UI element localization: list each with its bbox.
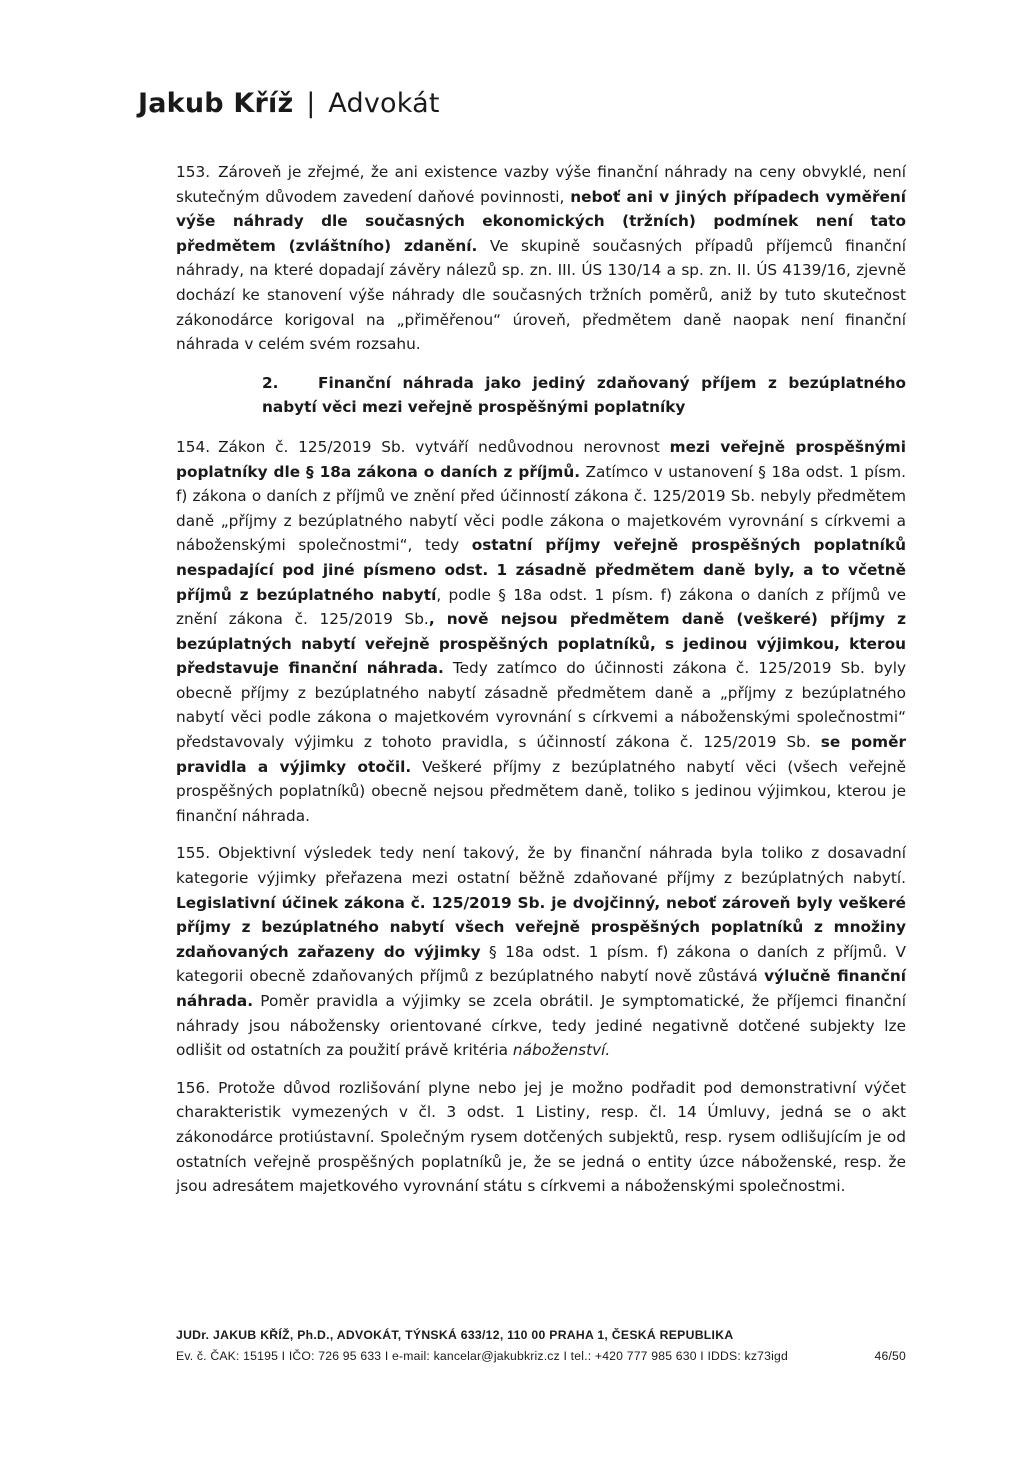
paragraph-text: , podle § 18a odst. 1 písm. f) zákona o daních z příjmů ve znění zákona č. 125/2019 Sb. <box>176 585 906 629</box>
footer-contact-row <box>176 1349 906 1363</box>
paragraph-emphasis: neboť ani v jiných případech vyměření výše náhrady dle současných ekonomických (tržních) podmínek není tato předmětem (zvláštního) zdanění. <box>176 187 906 255</box>
lawyer-role: Advokát <box>328 88 440 119</box>
paragraph-emphasis: výlučně finanční náhrada. <box>176 967 906 1010</box>
paragraph-text: Poměr pravidla a výjimky se zcela obrátil. Je symptomatické, že příjemci finanční náhrady jsou nábožensky orientované církve, tedy jediné negativně dotčené subjekty lze odlišit od ostatních za použití právě kritéria <box>176 992 906 1060</box>
paragraph-number: 156. <box>176 1078 211 1097</box>
paragraph-156 <box>176 1076 906 1199</box>
section-number: 2. <box>262 373 279 392</box>
paragraph-text: Zatímco v ustanovení § 18a odst. 1 písm. f) zákona o daních z příjmů ve znění před účinností zákona č. 125/2019 Sb. nebyly předmětem daně „příjmy z bezúplatného nabytí věci podle zákona o majetkovém vyrovnání s církvemi a náboženskými společnostmi“, tedy <box>176 462 906 555</box>
paragraph-text: Zákon č. 125/2019 Sb. vytváří nedůvodnou nerovnost <box>218 437 670 456</box>
paragraph-155 <box>176 841 906 1062</box>
paragraph-text: Objektivní výsledek tedy není takový, že by finanční náhrada byla toliko z dosavadní kategorie výjimky přeřazena mezi ostatní běžně zdaňované příjmy z bezúplatných nabytí. <box>176 844 906 888</box>
paragraph-text: Zároveň je zřejmé, že ani existence vazby výše finanční náhrady na ceny obvyklé, není skutečným důvodem zavedení daňové povinnosti, <box>176 163 906 206</box>
paragraph-text: Protože důvod rozlišování plyne nebo jej je možno podřadit pod demonstrativní výčet charakteristik vymezených v čl. 3 odst. 1 Listiny, resp. čl. 14 Úmluvy, jedná se o akt zákonodárce protiústavní. Společným rysem dotčených subjektů, resp. rysem odlišujícím je od ostatních veřejně prospěšných poplatníků je, že se jedná o entity úzce náboženské, resp. že jsou adresátem majetkového vyrovnání státu s církvemi a náboženskými společnostmi. <box>176 1078 906 1196</box>
section-heading <box>176 371 906 420</box>
paragraph-number: 155. <box>176 844 211 863</box>
paragraph-number: 154. <box>176 437 211 456</box>
paragraph-emphasis: Legislativní účinek zákona č. 125/2019 Sb. je dvojčinný, neboť zároveň byly veškeré příjmy z bezúplatného nabytí všech veřejně prospěšných poplatníků z množiny zdaňovaných zařazeny do výjimky <box>176 893 906 961</box>
paragraph-emphasis: , nově nejsou předmětem daně (veškeré) příjmy z bezúplatných nabytí veřejně prospěšných poplatníků, s jedinou výjimkou, kterou představuje finanční náhrada. <box>176 610 906 678</box>
paragraph-italic: náboženství. <box>512 1041 611 1060</box>
paragraph-emphasis: ostatní příjmy veřejně prospěšných poplatníků nespadající pod jiné písmeno odst. 1 zásadně předmětem daně byly, a to včetně příjmů z bezúplatného nabytí <box>176 536 906 604</box>
header-separator: | <box>306 88 316 119</box>
paragraph-emphasis: mezi veřejně prospěšnými poplatníky dle § 18a zákona o daních z příjmů. <box>176 437 906 481</box>
letterhead <box>138 88 440 119</box>
page-footer <box>176 1328 906 1363</box>
paragraph-number: 153. <box>176 163 211 181</box>
paragraph-154 <box>176 435 906 829</box>
paragraph-text: Veškeré příjmy z bezúplatného nabytí věci (všech veřejně prospěšných poplatníků) obecně nejsou předmětem daně, toliko s jedinou výjimkou, kterou je finanční náhrada. <box>176 757 906 825</box>
page-number: 46/50 <box>874 1349 906 1363</box>
section-title: Finanční náhrada jako jediný zdaňovaný příjem z bezúplatného nabytí věci mezi veřejně prospěšnými poplatníky <box>262 373 906 417</box>
paragraph-153 <box>176 160 906 357</box>
paragraph-text: Tedy zatímco do účinnosti zákona č. 125/2019 Sb. byly obecně příjmy z bezúplatného nabytí zásadně předmětem daně a „příjmy z bezúplatného nabytí věci podle zákona o majetkovém vyrovnání s církvemi a náboženskými společnostmi“ představovaly výjimku z tohoto pravidla, s účinností zákona č. 125/2019 Sb. <box>176 659 906 752</box>
paragraph-emphasis: se poměr pravidla a výjimky otočil. <box>176 733 907 776</box>
footer-contact: Ev. č. ČAK: 15195 I IČO: 726 95 633 I e-mail: kancelar@jakubkriz.cz I tel.: +420 777 985 630 I IDDS: kz73igd <box>176 1349 788 1363</box>
lawyer-name: Jakub Kříž <box>138 88 294 119</box>
paragraph-text: § 18a odst. 1 písm. f) zákona o daních z příjmů. V kategorii obecně zdaňovaných příjmů z bezúplatného nabytí nově zůstává <box>176 942 906 986</box>
footer-address: JUDr. JAKUB KŘÍŽ, Ph.D., ADVOKÁT, TÝNSKÁ 633/12, 110 00 PRAHA 1, ČESKÁ REPUBLIKA <box>176 1328 734 1342</box>
document-body <box>176 160 906 1212</box>
paragraph-text: Ve skupině současných případů příjemců finanční náhrady, na které dopadají závěry nálezů sp. zn. III. ÚS 130/14 a sp. zn. II. ÚS 4139/16, zjevně dochází ke stanovení výše náhrady dle současných tržních poměrů, aniž by tuto skutečnost zákonodárce korigoval na „přiměřenou“ úroveň, předmětem daně naopak není finanční náhrada v celém svém rozsahu. <box>176 236 906 354</box>
